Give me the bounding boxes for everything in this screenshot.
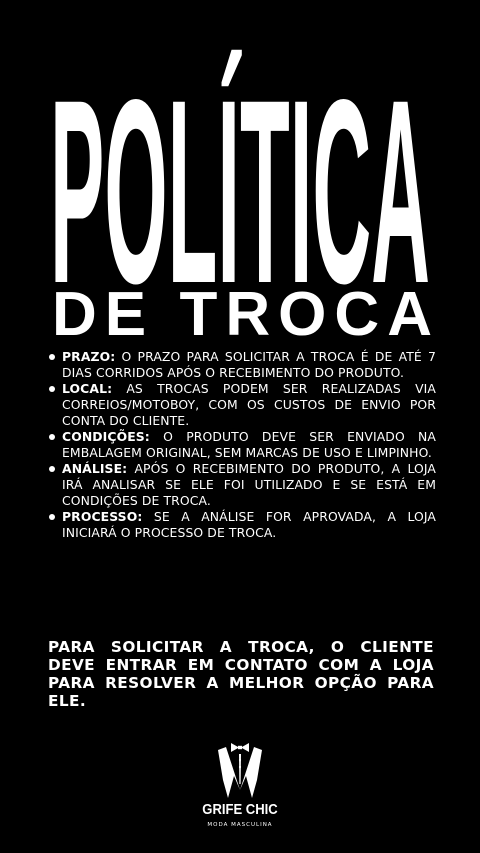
page-title-text: POLÍTICA — [50, 45, 430, 290]
bullet-icon — [49, 386, 55, 392]
page-subtitle-art — [50, 280, 434, 340]
bullet-icon — [49, 354, 55, 360]
page-title — [50, 6, 430, 290]
policy-item-analise — [46, 461, 436, 509]
policy-item-condicoes — [46, 429, 436, 461]
closing-note: PARA SOLICITAR A TROCA, O CLIENTE DEVE ENTRAR EM CONTATO COM A LOJA PARA RESOLVER A MELHOR OPÇÃO PARA ELE. — [48, 638, 434, 710]
page-subtitle-text: DE TROCA — [52, 280, 432, 340]
bullet-icon — [49, 466, 55, 472]
brand-tagline: MODA MASCULINA — [207, 822, 273, 828]
policy-item-text: APÓS O RECEBIMENTO DO PRODUTO, A LOJA IRÁ ANALISAR SE ELE FOI UTILIZADO E SE ESTÁ EM CONDIÇÕES DE TROCA. — [62, 461, 436, 508]
bullet-icon — [49, 514, 55, 520]
policy-item-prazo — [46, 349, 436, 381]
brand-name: GRIFE CHIC — [202, 802, 278, 818]
policy-item-text: AS TROCAS PODEM SER REALIZADAS VIA CORREIOS/MOTOBOY, COM OS CUSTOS DE ENVIO POR CONTA DO CLIENTE. — [62, 381, 436, 428]
page-subtitle — [50, 280, 434, 340]
policy-list — [46, 349, 436, 541]
brand-logo-block — [190, 740, 290, 836]
bullet-icon — [49, 434, 55, 440]
policy-item-processo — [46, 509, 436, 541]
policy-item-label: CONDIÇÕES: — [62, 429, 150, 444]
tuxedo-icon — [214, 740, 266, 800]
page-title-art — [50, 6, 430, 290]
policy-item-text: SE A ANÁLISE FOR APROVADA, A LOJA INICIARÁ O PROCESSO DE TROCA. — [62, 509, 436, 540]
policy-item-label: PROCESSO: — [62, 509, 143, 524]
policy-item-text: O PRAZO PARA SOLICITAR A TROCA É DE ATÉ 7 DIAS CORRIDOS APÓS O RECEBIMENTO DO PRODUTO. — [62, 349, 436, 380]
policy-item-label: ANÁLISE: — [62, 461, 128, 476]
policy-item-label: PRAZO: — [62, 349, 116, 364]
policy-item-text: O PRODUTO DEVE SER ENVIADO NA EMBALAGEM ORIGINAL, SEM MARCAS DE USO E LIMPINHO. — [62, 429, 436, 460]
policy-item-local — [46, 381, 436, 429]
policy-item-label: LOCAL: — [62, 381, 113, 396]
